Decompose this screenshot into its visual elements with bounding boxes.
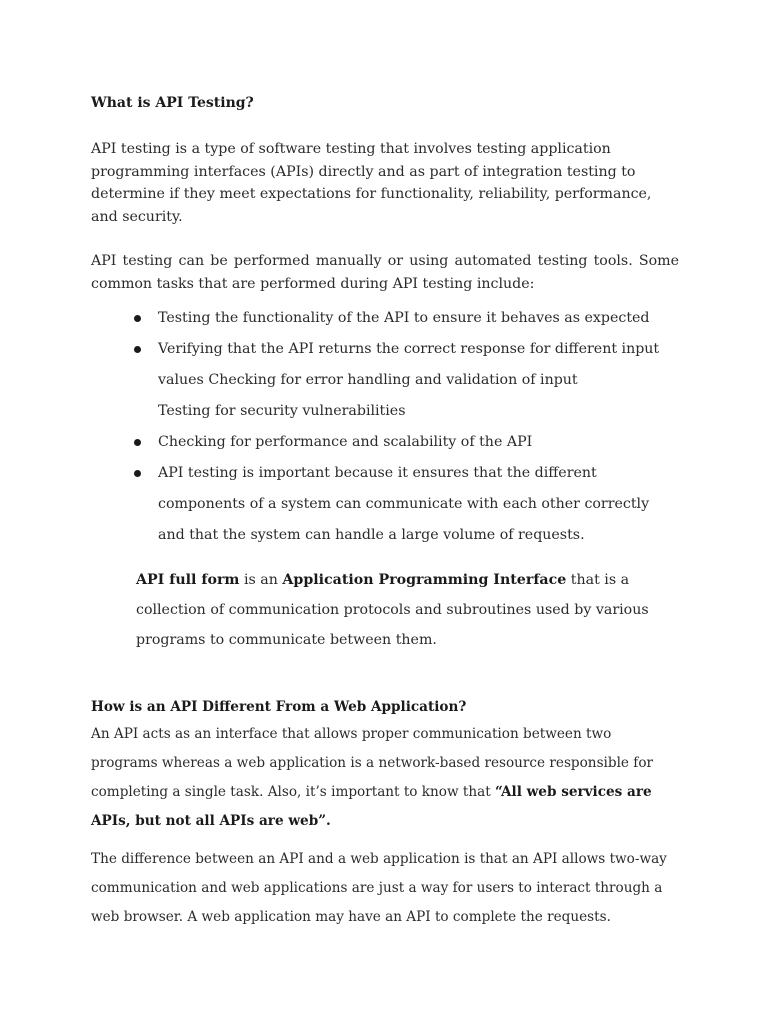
definition-text: that is a collection of communication protocols and subroutines used by various programs to communicate between them.: [136, 572, 649, 648]
list-item: [158, 396, 679, 427]
tasks-intro-paragraph: API testing can be performed manually or using automated testing tools. Some common tasks that are performed during API testing include:: [91, 253, 679, 292]
bullet-icon: [134, 315, 141, 322]
api-expansion: Application Programming Interface: [282, 572, 567, 588]
list-item-text: Testing for security vulnerabilities: [158, 403, 406, 419]
definition-connector: is an: [239, 572, 283, 588]
list-item-text: Verifying that the API returns the correct response for different input values Checking for error handling and validation of input: [158, 341, 660, 388]
intro-paragraph: API testing is a type of software testing that involves testing application programming interfaces (APIs) directly and as part of integration testing to determine if they meet expectations for functionality, reliability, performance, and security.: [91, 141, 652, 225]
document-body: [91, 93, 679, 932]
list-item: [158, 427, 679, 458]
bullet-icon: [134, 470, 141, 477]
api-testing-tasks-list: [91, 303, 679, 551]
list-item-text: Testing the functionality of the API to ensure it behaves as expected: [158, 310, 650, 326]
difference-paragraph: The difference between an API and a web application is that an API allows two-way communication and web applications are just a way for users to interact through a web browser. A web application may have an API to complete the requests.: [91, 851, 667, 925]
bullet-icon: [134, 346, 141, 353]
api-vs-web-paragraph: [91, 720, 679, 836]
list-item: [158, 303, 679, 334]
section-heading-api-testing: What is API Testing?: [91, 95, 254, 111]
bullet-icon: [134, 439, 141, 446]
section-heading-api-vs-web: How is an API Different From a Web Application?: [91, 699, 467, 715]
list-item-text: Checking for performance and scalability of the API: [158, 434, 533, 450]
list-item: [158, 458, 679, 551]
api-vs-web-text: An API acts as an interface that allows proper communication between two programs whereas a web application is a network-based resource responsible for completing a single task. Also, it’s important to know that: [91, 726, 654, 800]
web-services-quote: “All web services are APIs, but not all APIs are web”.: [91, 784, 652, 829]
list-item: [158, 334, 679, 396]
list-item-text: API testing is important because it ensures that the different components of a system can communicate with each other correctly and that the system can handle a large volume of requests.: [158, 465, 650, 543]
api-full-form-term: API full form: [136, 572, 240, 588]
api-definition-paragraph: [136, 565, 679, 655]
